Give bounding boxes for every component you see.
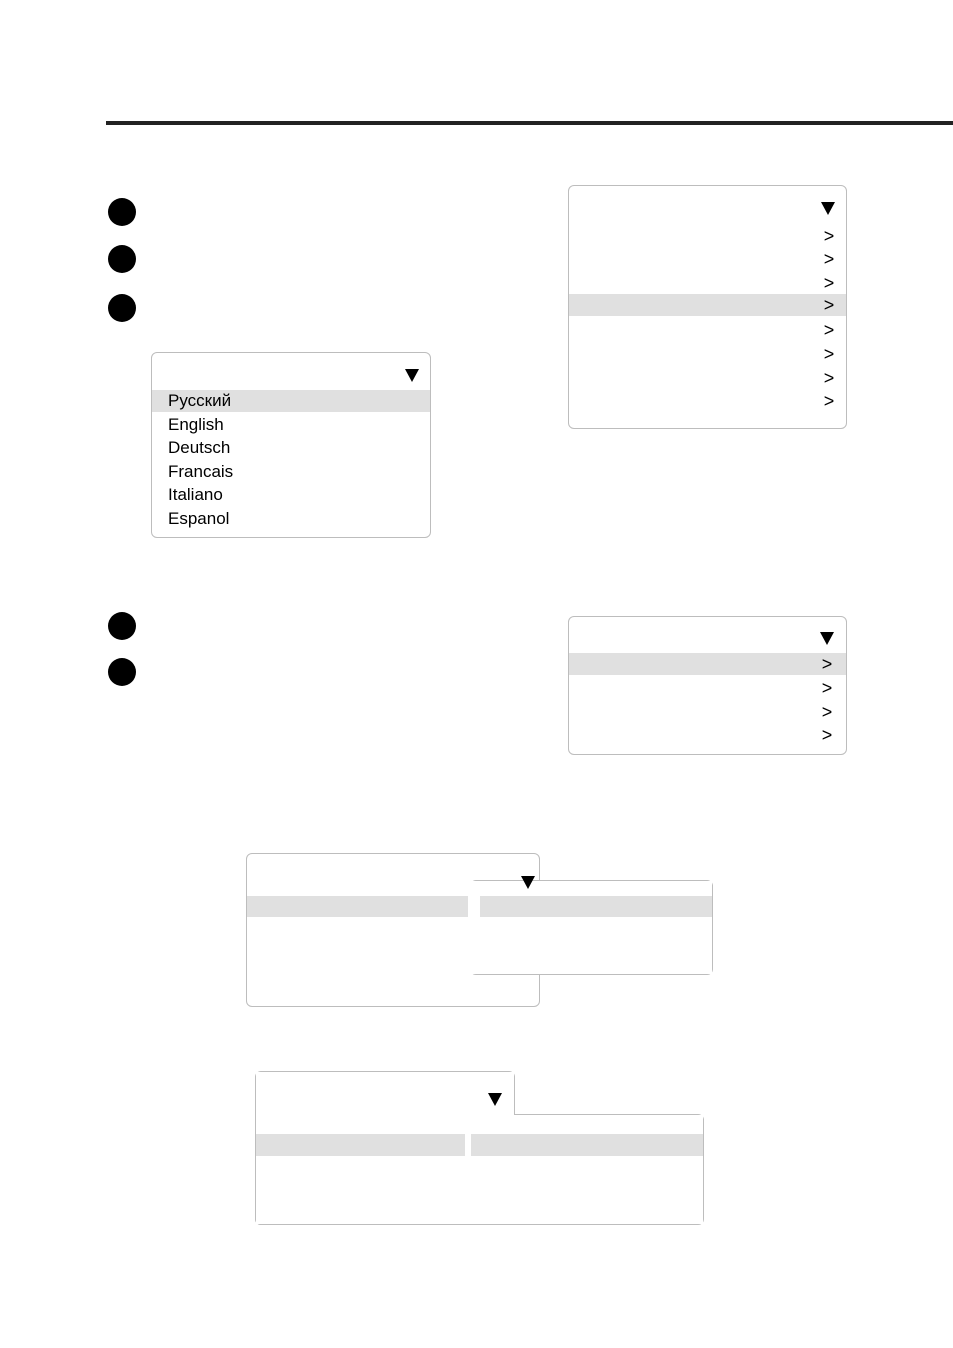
selection-highlight-left: [256, 1134, 465, 1156]
chevron-right-icon[interactable]: >: [823, 226, 835, 246]
triangle-down-icon: [488, 1093, 502, 1106]
selection-highlight: [569, 653, 846, 675]
chevron-right-icon[interactable]: >: [821, 725, 833, 745]
chevron-right-icon[interactable]: >: [823, 249, 835, 269]
chevron-right-icon[interactable]: >: [821, 654, 833, 674]
chevron-right-icon[interactable]: >: [823, 368, 835, 388]
header-rule: [106, 121, 953, 125]
chevron-right-icon[interactable]: >: [821, 702, 833, 722]
sub-menu: [568, 616, 847, 755]
selection-highlight-left: [247, 896, 468, 917]
chevron-right-icon[interactable]: >: [821, 678, 833, 698]
language-option-italiano[interactable]: Italiano: [168, 485, 223, 504]
language-option-russian[interactable]: Русский: [168, 391, 232, 410]
chevron-right-icon[interactable]: >: [823, 295, 835, 315]
language-option-deutsch[interactable]: Deutsch: [168, 438, 231, 457]
language-option-espanol[interactable]: Espanol: [168, 509, 230, 528]
panel-join: [256, 1115, 703, 1224]
step-bullet-icon: [108, 658, 136, 686]
selection-highlight-right: [471, 1134, 703, 1156]
language-menu: [151, 352, 431, 538]
panel-join: [471, 881, 712, 974]
triangle-down-icon: [405, 369, 419, 382]
step-bullet-icon: [108, 294, 136, 322]
chevron-right-icon[interactable]: >: [823, 391, 835, 411]
selection-highlight: [569, 294, 846, 316]
step-bullet-icon: [108, 245, 136, 273]
triangle-down-icon: [820, 632, 834, 645]
triangle-down-icon: [821, 202, 835, 215]
chevron-right-icon[interactable]: >: [823, 320, 835, 340]
chevron-right-icon[interactable]: >: [823, 344, 835, 364]
panel-join: [256, 1072, 514, 1122]
step-bullet-icon: [108, 198, 136, 226]
chevron-right-icon[interactable]: >: [823, 273, 835, 293]
triangle-down-icon: [521, 876, 535, 889]
step-bullet-icon: [108, 612, 136, 640]
language-option-francais[interactable]: Francais: [168, 462, 234, 481]
language-option-english[interactable]: English: [168, 415, 224, 434]
selection-highlight-right: [480, 896, 712, 917]
main-menu: [568, 185, 847, 429]
